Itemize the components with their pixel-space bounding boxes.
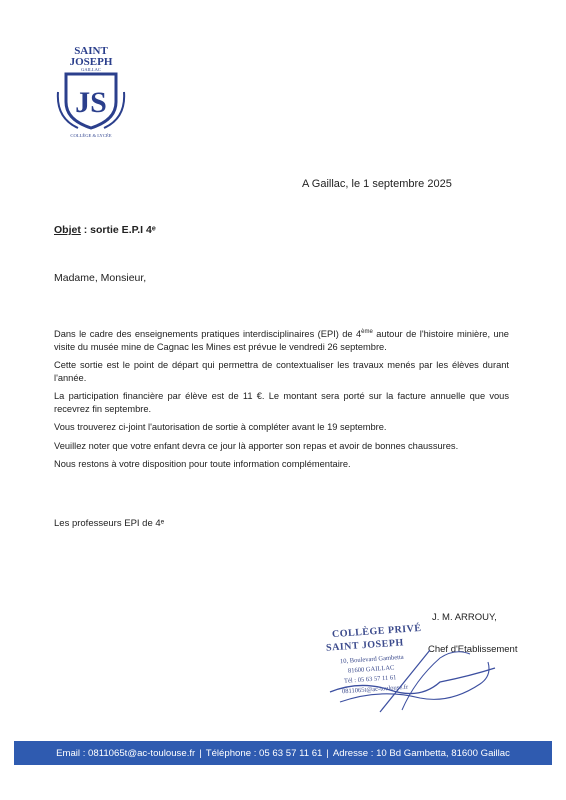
footer-separator: | (326, 747, 329, 759)
subject-text: : sortie E.P.I 4ᵉ (80, 224, 156, 236)
stamp-line1: COLLÈGE PRIVÉ (331, 622, 422, 641)
paragraph-5: Veuillez noter que votre enfant devra ce jour là apporter son repas et avoir de bonnes chaussures. (54, 440, 459, 451)
paragraph-4: Vous trouverez ci-joint l'autorisation de sortie à compléter avant le 19 septembre. (54, 422, 387, 433)
logo-motto: COLLÈGE & LYCÉE (70, 133, 112, 138)
letter-date: A Gaillac, le 1 septembre 2025 (302, 178, 452, 190)
stamp-line4: 81600 GAILLAC (347, 664, 395, 675)
paragraph-1-end: autour de l'histoire minière, une visite du musée mine de Cagnac les Mines est prévue le vendredi 26 septembre. (54, 329, 509, 352)
stamp-line5: Tél : 05 63 57 11 61 (343, 674, 397, 685)
footer-email[interactable]: Email : 0811065t@ac-toulouse.fr (56, 747, 196, 759)
logo-monogram: JS (75, 86, 107, 119)
logo-line2: JOSEPH (69, 56, 113, 68)
signatory-name: J. M. ARROUY, (432, 612, 497, 623)
paragraph-6: Nous restons à votre disposition pour toute information complémentaire. (54, 459, 351, 470)
footer-separator: | (199, 747, 202, 759)
letter-body (54, 326, 509, 477)
paragraph-3: La participation financière par élève est de 11 €. Le montant sera porté sur la facture annuelle que vous recevrez fin septembre. (54, 391, 509, 414)
letter-subject (54, 224, 156, 236)
paragraph-1-sup: ème (361, 329, 373, 335)
footer-address: Adresse : 10 Bd Gambetta, 81600 Gaillac (332, 747, 510, 759)
footer-phone[interactable]: Téléphone : 05 63 57 11 61 (205, 747, 323, 759)
stamp-line3: 10, Boulevard Gambetta (339, 653, 404, 666)
letter-greeting: Madame, Monsieur, (54, 272, 147, 284)
stamp-line6: 0811065t@ac-toulouse.fr (341, 683, 409, 696)
signatory-title: Chef d'Etablissement (428, 644, 518, 655)
paragraph-1-start: Dans le cadre des enseignements pratiques interdisciplinaires (EPI) de 4 (54, 329, 362, 340)
school-logo (48, 40, 134, 140)
sign-off: Les professeurs EPI de 4ᵉ (54, 518, 165, 529)
footer-bar (14, 741, 552, 765)
paragraph-2: Cette sortie est le point de départ qui permettra de contextualiser les travaux menés par les élèves durant l'année. (54, 360, 509, 383)
logo-line1: SAINT (74, 45, 108, 57)
handwritten-signature (320, 640, 510, 720)
stamp-line2: SAINT JOSEPH (325, 637, 405, 654)
paragraph-1 (54, 326, 509, 353)
subject-label: Objet (54, 224, 81, 236)
logo-line3: GAILLAC (81, 67, 101, 72)
